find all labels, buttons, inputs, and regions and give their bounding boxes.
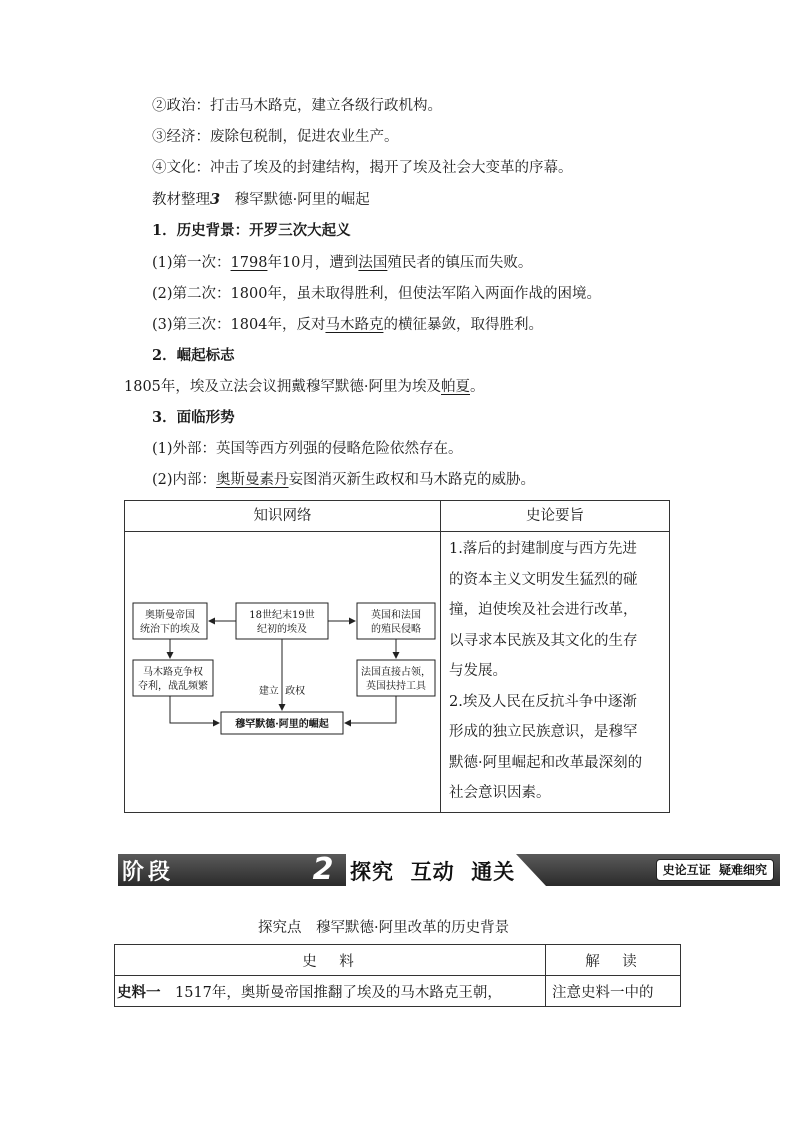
rise-sign-text xyxy=(124,377,485,397)
rise-sign-start: 1805年，埃及立法会议拥戴穆罕默德·阿里为埃及 xyxy=(124,379,442,395)
diagram-center-line2: 纪初的埃及 xyxy=(257,624,307,635)
diagram-colonial-line1: 英国和法国 xyxy=(371,610,421,621)
knowledge-table xyxy=(124,500,670,813)
diagram-arrow-label: 建立 政权 xyxy=(258,686,306,697)
summary-line: 撞，迫使埃及社会进行改革， xyxy=(449,602,638,618)
knowledge-diagram-cell xyxy=(125,532,441,813)
summary-cell xyxy=(441,532,670,813)
situation-internal-label: (2)内部： xyxy=(152,472,217,488)
summary-line: 1.落后的封建制度与西方先进 xyxy=(449,541,637,557)
diagram-france-line1: 法国直接占领， xyxy=(361,667,431,678)
situation-heading: 3．面临形势 xyxy=(152,409,235,426)
banner-number: 2 xyxy=(312,852,334,887)
summary-line: 的资本主义文明发生猛烈的碰 xyxy=(449,571,638,588)
source-header: 史 料 xyxy=(115,945,546,976)
interpretation-header: 解 读 xyxy=(546,945,681,976)
uprising-first-mid: 年10月，遭到 xyxy=(267,255,359,271)
summary-line: 默德·阿里崛起和改革最深刻的 xyxy=(449,754,643,771)
section-title: 穆罕默德·阿里的崛起 xyxy=(220,192,370,208)
banner-tag: 阶段 xyxy=(122,860,175,885)
situation-internal-end: 妄图消灭新生政权和马木路克的威胁。 xyxy=(288,472,536,488)
line-culture: ④文化：冲击了埃及的封建结构，揭开了埃及社会大变革的序幕。 xyxy=(152,160,573,176)
source-row-label: 史料一 xyxy=(117,983,161,1001)
diagram-france-line2: 英国扶持工具 xyxy=(366,681,426,692)
section-label: 教材整理 xyxy=(152,192,210,208)
stage-banner xyxy=(118,854,780,886)
line-politics: ②政治：打击马木路克，建立各级行政机构。 xyxy=(152,98,442,114)
diagram-colonial-line2: 的殖民侵略 xyxy=(371,624,421,635)
source-table xyxy=(114,944,681,1007)
diagram-center-line1: 18世纪末19世 xyxy=(249,610,315,621)
diagram-mamluk-line1: 马木路克争权 xyxy=(143,667,203,678)
uprising-third-end: 的横征暴敛，取得胜利。 xyxy=(383,317,543,333)
situation-external: (1)外部：英国等西方列强的侵略危险依然存在。 xyxy=(152,441,463,457)
diagram-mamluk-line2: 夺利，战乱频繁 xyxy=(138,681,208,692)
knowledge-network-header: 知识网络 xyxy=(125,501,441,532)
source-row-text: 1517年，奥斯曼帝国推翻了埃及的马木路克王朝， xyxy=(160,984,502,1001)
uprising-third-label: (3)第三次：1804年，反对 xyxy=(152,317,326,333)
uprising-first xyxy=(152,253,532,273)
rise-sign-end: 。 xyxy=(470,379,485,395)
mamluk-term: 马木路克 xyxy=(325,317,384,333)
diagram-rise: 穆罕默德·阿里的崛起 xyxy=(235,719,329,730)
source-row-1 xyxy=(115,976,546,1007)
summary-line: 形成的独立民族意识，是穆罕 xyxy=(449,724,638,740)
diagram-ottoman-line2: 统治下的埃及 xyxy=(140,624,200,635)
summary-line: 与发展。 xyxy=(449,663,507,679)
section-number: 3 xyxy=(210,191,221,208)
interpretation-row-1: 注意史料一中的 xyxy=(546,976,681,1007)
pasha-term: 帕夏 xyxy=(441,379,471,395)
summary-line: 社会意识因素。 xyxy=(449,785,551,801)
year-1798: 1798 xyxy=(230,255,268,271)
situation-internal xyxy=(152,470,535,490)
ottoman-sultan-term: 奥斯曼素丹 xyxy=(216,472,289,488)
background-heading: 1．历史背景：开罗三次大起义 xyxy=(152,222,351,239)
knowledge-diagram xyxy=(125,532,440,812)
uprising-first-label: (1)第一次： xyxy=(152,255,231,271)
summary-line: 2.埃及人民在反抗斗争中逐渐 xyxy=(449,693,637,710)
uprising-first-end: 殖民者的镇压而失败。 xyxy=(387,255,533,271)
explore-point-title: 探究点 穆罕默德·阿里改革的历史背景 xyxy=(258,920,510,936)
france-term: 法国 xyxy=(358,255,388,271)
section-heading-3 xyxy=(152,190,370,210)
banner-title: 探究 互动 通关 xyxy=(350,860,516,884)
summary-line: 以寻求本民族及其文化的生存 xyxy=(449,632,638,649)
uprising-third xyxy=(152,315,543,335)
rise-sign-heading: 2．崛起标志 xyxy=(152,347,235,364)
uprising-second: (2)第二次：1800年，虽未取得胜利，但使法军陷入两面作战的困境。 xyxy=(152,286,601,302)
diagram-ottoman-line1: 奥斯曼帝国 xyxy=(145,610,195,621)
summary-header: 史论要旨 xyxy=(441,501,670,532)
banner-subtitle: 史论互证 疑难细究 xyxy=(656,859,774,881)
line-economy: ③经济：废除包税制，促进农业生产。 xyxy=(152,129,399,145)
